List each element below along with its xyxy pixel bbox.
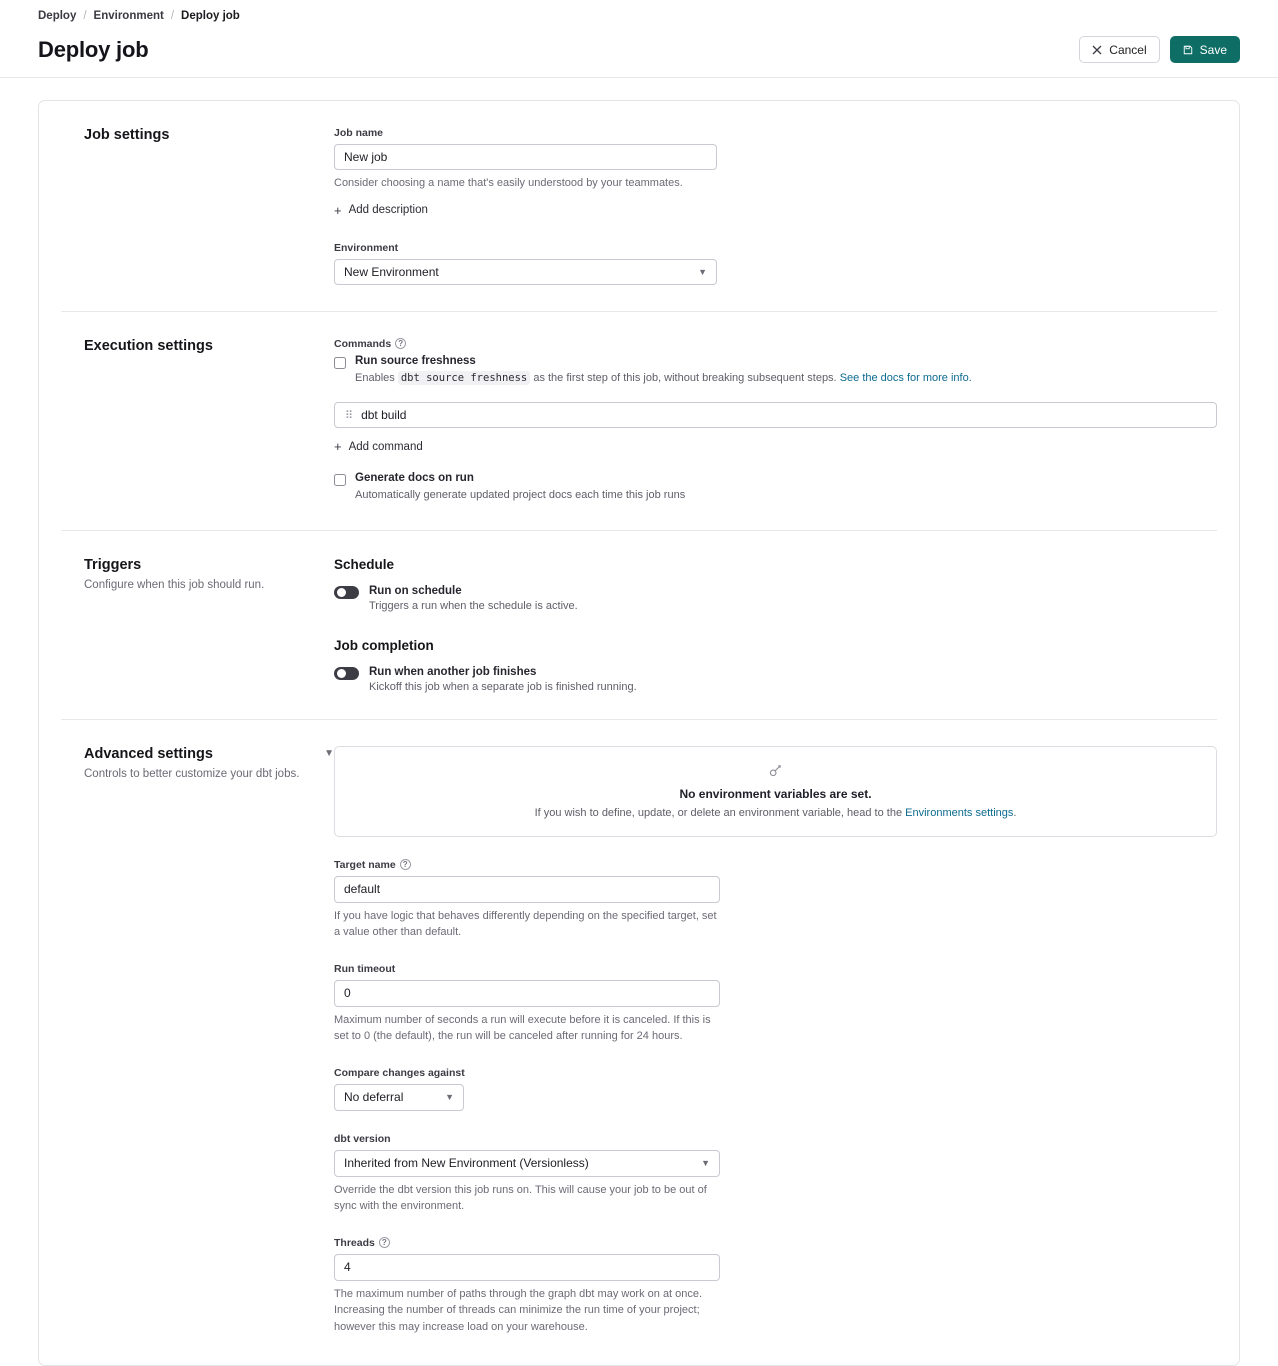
source-freshness-checkbox[interactable] [334, 357, 346, 369]
job-settings-section [61, 101, 1217, 312]
plus-icon: + [334, 439, 342, 455]
triggers-title: Triggers [84, 556, 142, 573]
command-row[interactable] [334, 402, 1217, 428]
add-description-label: Add description [348, 204, 428, 216]
triggers-section [61, 531, 1217, 720]
job-completion-toggle-desc: Kickoff this job when a separate job is finished running. [369, 680, 637, 693]
threads-label-text: Threads [334, 1236, 375, 1249]
generate-docs-row [334, 472, 1217, 504]
env-empty-desc-pre: If you wish to define, update, or delete an environment variable, head to the [534, 806, 903, 819]
environment-select[interactable] [334, 259, 717, 285]
advanced-settings-title: Advanced settings [84, 745, 213, 762]
environments-settings-link[interactable]: Environments settings [905, 806, 1014, 819]
source-freshness-desc-pre: Enables [355, 371, 395, 384]
job-completion-toggle-text [369, 666, 637, 693]
top-bar [0, 0, 1278, 78]
job-settings-title: Job settings [84, 127, 170, 143]
breadcrumb-item-deploy[interactable]: Deploy [38, 10, 77, 22]
source-freshness-title: Run source freshness [355, 354, 476, 367]
threads-label [334, 1237, 1217, 1249]
target-name-label [334, 859, 1217, 871]
source-freshness-desc [355, 370, 972, 387]
header-actions [1079, 36, 1240, 63]
threads-field [334, 1237, 1217, 1336]
dbt-version-label-text: dbt version [334, 1132, 391, 1145]
env-empty-desc [345, 807, 1206, 819]
compare-changes-select[interactable] [334, 1084, 464, 1111]
execution-settings-section [61, 312, 1217, 531]
execution-settings-right [334, 338, 1217, 504]
target-name-field [334, 859, 1217, 941]
breadcrumb [38, 10, 1240, 22]
page-title: Deploy job [38, 36, 149, 62]
schedule-toggle-row [334, 585, 1217, 612]
add-command-label: Add command [348, 440, 423, 453]
add-description-button[interactable] [334, 204, 428, 217]
execution-settings-left [61, 338, 334, 504]
drag-handle-icon[interactable]: ⠿ [345, 409, 353, 422]
target-name-label-text: Target name [334, 858, 396, 871]
key-icon [345, 764, 1206, 780]
triggers-left [61, 557, 334, 693]
job-settings-right [334, 127, 1217, 285]
dbt-version-field [334, 1133, 1217, 1215]
toggle-knob [337, 588, 346, 597]
help-icon[interactable]: ? [395, 338, 406, 349]
generate-docs-text [355, 472, 685, 504]
chevron-down-icon: ▼ [445, 1092, 454, 1103]
job-name-input[interactable]: New job [334, 144, 717, 170]
advanced-settings-right [334, 746, 1217, 1336]
threads-help: The maximum number of paths through the graph dbt may work on at once. Increasing the number of threads can minimize the run time of your project; however this may increase load on your warehouse. [334, 1287, 703, 1333]
threads-input[interactable]: 4 [334, 1254, 720, 1281]
advanced-settings-section [61, 720, 1217, 1366]
run-on-schedule-toggle[interactable] [334, 586, 359, 599]
chevron-down-icon: ▼ [701, 1158, 710, 1169]
command-input-value: dbt build [361, 408, 407, 423]
env-empty-desc-post: . [1013, 806, 1017, 819]
breadcrumb-item-environment[interactable]: Environment [93, 10, 164, 22]
cancel-button[interactable] [1079, 36, 1159, 63]
target-name-input[interactable]: default [334, 876, 720, 903]
run-timeout-label [334, 963, 1217, 975]
advanced-settings-left [61, 746, 334, 1336]
job-completion-heading: Job completion [334, 637, 434, 653]
source-freshness-docs-link[interactable]: See the docs for more info. [839, 371, 972, 384]
chevron-down-icon[interactable]: ▼ [324, 747, 334, 759]
plus-icon: + [334, 202, 342, 218]
dbt-version-help: Override the dbt version this job runs on. This will cause your job to be out of sync with the environment. [334, 1183, 707, 1213]
save-disk-icon [1183, 45, 1193, 55]
triggers-right [334, 557, 1217, 693]
run-timeout-field [334, 963, 1217, 1045]
generate-docs-title: Generate docs on run [355, 472, 474, 485]
job-completion-toggle-row [334, 666, 1217, 693]
compare-changes-value: No deferral [344, 1090, 404, 1105]
run-timeout-help: Maximum number of seconds a run will execute before it is canceled. If this is set to 0 (the default), the run will be canceled after running for 24 hours. [334, 1013, 711, 1043]
advanced-settings-subtitle: Controls to better customize your dbt jobs. [84, 767, 300, 780]
schedule-toggle-text [369, 585, 578, 612]
chevron-down-icon: ▼ [698, 266, 707, 277]
job-name-help: Consider choosing a name that's easily understood by your teammates. [334, 177, 683, 189]
environment-label-text: Environment [334, 241, 399, 254]
source-freshness-code: dbt source freshness [398, 371, 530, 385]
generate-docs-checkbox[interactable] [334, 474, 346, 486]
breadcrumb-separator: / [83, 10, 87, 22]
toggle-knob [337, 669, 346, 678]
source-freshness-text [355, 355, 972, 387]
job-settings-left [61, 127, 334, 285]
dbt-version-select[interactable] [334, 1150, 720, 1177]
dbt-version-label [334, 1133, 1217, 1145]
generate-docs-desc: Automatically generate updated project docs each time this job runs [355, 489, 686, 502]
help-icon[interactable]: ? [400, 859, 411, 870]
source-freshness-desc-post: as the first step of this job, without breaking subsequent steps. [533, 371, 837, 384]
environment-variables-empty-state [334, 746, 1217, 837]
breadcrumb-item-deploy-job: Deploy job [181, 10, 240, 22]
schedule-toggle-desc: Triggers a run when the schedule is active. [369, 599, 578, 612]
compare-changes-field [334, 1067, 1217, 1111]
triggers-subtitle: Configure when this job should run. [84, 578, 265, 591]
compare-changes-label [334, 1067, 1217, 1079]
source-freshness-row [334, 355, 1217, 387]
help-icon[interactable]: ? [379, 1237, 390, 1248]
schedule-toggle-title: Run on schedule [369, 584, 462, 597]
compare-changes-label-text: Compare changes against [334, 1066, 465, 1079]
run-timeout-input[interactable]: 0 [334, 980, 720, 1007]
job-name-label-text: Job name [334, 127, 384, 139]
target-name-help: If you have logic that behaves differently depending on the specified target, set a value other than default. [334, 909, 717, 939]
commands-label-text: Commands [334, 337, 392, 350]
breadcrumb-separator: / [170, 10, 175, 22]
environment-label [334, 242, 1217, 254]
dbt-version-value: Inherited from New Environment (Versionless) [344, 1156, 589, 1171]
run-timeout-label-text: Run timeout [334, 962, 396, 975]
job-name-label [334, 127, 1217, 139]
job-completion-toggle-title: Run when another job finishes [369, 665, 537, 678]
close-icon [1092, 45, 1102, 55]
commands-label [334, 338, 1217, 350]
save-button[interactable] [1170, 36, 1240, 63]
env-empty-title: No environment variables are set. [679, 786, 872, 801]
environment-select-value: New Environment [344, 264, 439, 279]
title-row [38, 36, 1240, 63]
execution-settings-title: Execution settings [84, 337, 213, 354]
settings-card [38, 100, 1240, 1366]
run-when-another-job-finishes-toggle[interactable] [334, 667, 359, 680]
save-button-label: Save [1199, 42, 1227, 57]
schedule-heading: Schedule [334, 556, 395, 572]
add-command-button[interactable] [334, 440, 423, 453]
cancel-button-label: Cancel [1109, 42, 1147, 57]
